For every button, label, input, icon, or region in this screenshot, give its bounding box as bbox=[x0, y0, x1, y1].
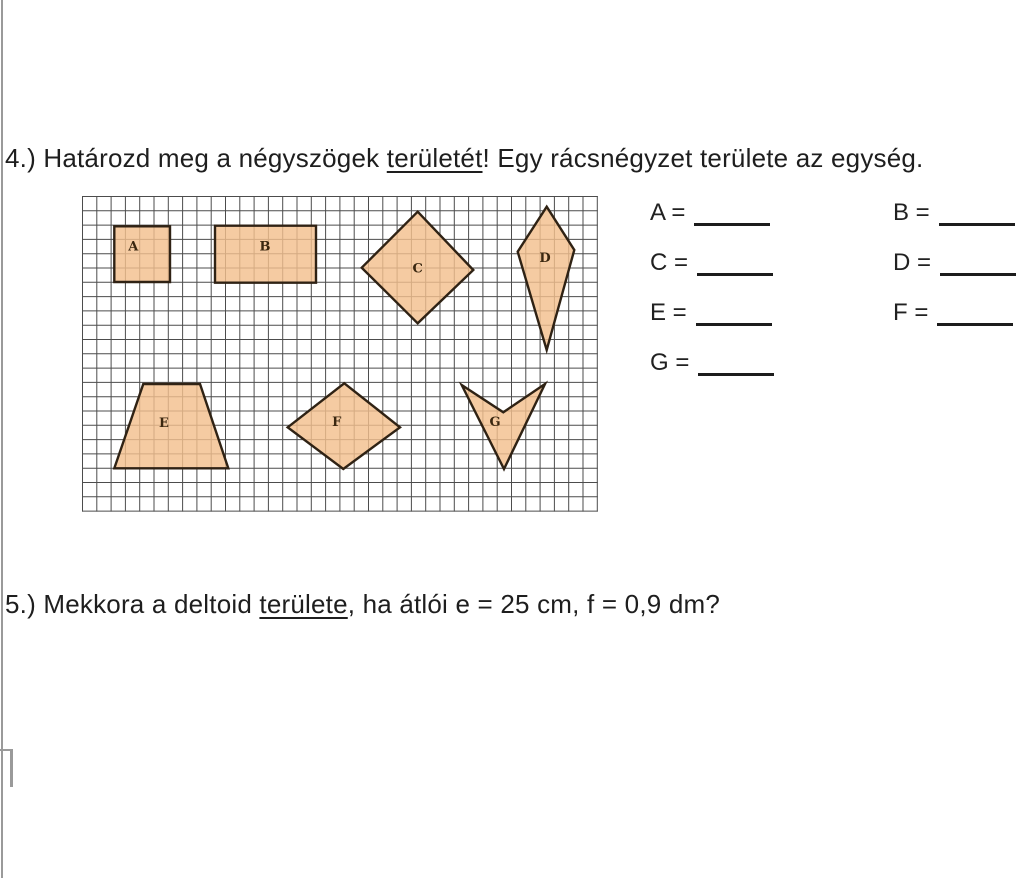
answer-line-F bbox=[937, 323, 1013, 326]
shape-label-D: D bbox=[539, 250, 551, 266]
shape-label-F: F bbox=[332, 414, 342, 430]
shape-label-B: B bbox=[259, 239, 271, 255]
answer-blank-E bbox=[650, 299, 772, 327]
question-5-prefix: 5.) Mekkora a deltoid bbox=[5, 589, 260, 619]
page-corner-mark-vertical bbox=[10, 749, 13, 787]
answer-blank-F bbox=[893, 299, 1013, 327]
answer-label-G: G = bbox=[650, 349, 690, 376]
question-5-suffix: , ha átlói e = 25 cm, f = 0,9 dm? bbox=[347, 589, 721, 619]
answer-label-B: B = bbox=[893, 199, 930, 226]
question-5-underlined-word: területe bbox=[259, 589, 348, 619]
answer-blank-C bbox=[650, 249, 773, 277]
answer-line-B bbox=[939, 223, 1015, 226]
shape-A-square bbox=[114, 226, 170, 282]
answer-line-A bbox=[694, 223, 770, 226]
question-4-suffix: ! Egy rácsnégyzet területe az egység. bbox=[482, 143, 924, 173]
shape-label-C: C bbox=[412, 261, 423, 277]
question-5 bbox=[5, 589, 720, 620]
answer-label-A: A = bbox=[650, 199, 686, 226]
question-4-prefix: 4.) Határozd meg a négyszögek bbox=[5, 143, 387, 173]
shape-label-G: G bbox=[489, 414, 501, 430]
answer-line-G bbox=[698, 373, 774, 376]
answer-line-D bbox=[940, 273, 1016, 276]
quadrilaterals-grid-svg bbox=[82, 196, 598, 512]
answer-blank-A bbox=[650, 199, 770, 227]
question-4-underlined-word: területét bbox=[386, 143, 483, 173]
answer-blank-G bbox=[650, 349, 774, 377]
answer-line-E bbox=[696, 323, 772, 326]
answer-label-D: D = bbox=[893, 249, 932, 276]
question-4 bbox=[5, 143, 924, 174]
shape-label-A: A bbox=[128, 239, 139, 255]
shape-label-E: E bbox=[159, 415, 169, 431]
answer-line-C bbox=[697, 273, 773, 276]
grid-figure bbox=[82, 196, 599, 513]
answer-blank-B bbox=[893, 199, 1015, 227]
page-left-border bbox=[1, 0, 3, 878]
answer-label-C: C = bbox=[650, 249, 689, 276]
answer-label-E: E = bbox=[650, 299, 687, 326]
answer-blank-D bbox=[893, 249, 1016, 277]
answer-label-F: F = bbox=[893, 299, 929, 326]
